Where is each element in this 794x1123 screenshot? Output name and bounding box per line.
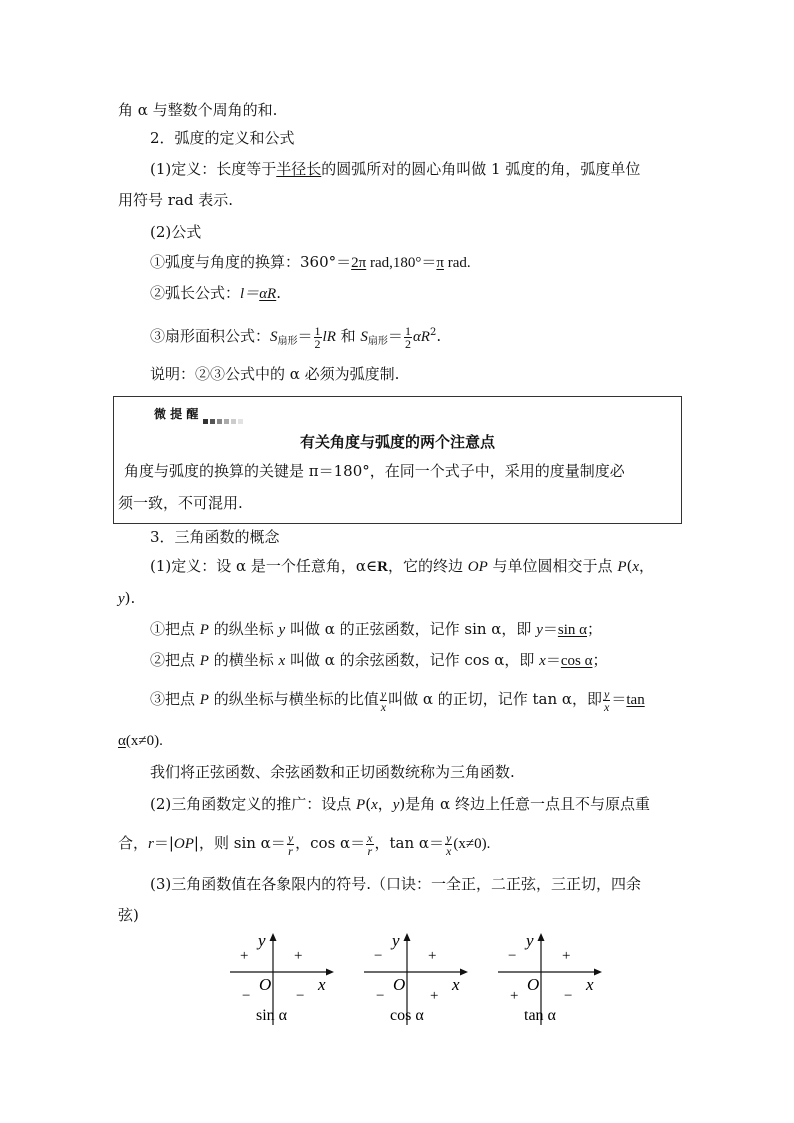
sin-sign-diagram bbox=[228, 930, 338, 1030]
sign-rule-line: (3)三角函数值在各象限内的符号.（口诀：一全正，二正弦，三正切，四余 bbox=[150, 875, 642, 893]
tip-body-1: 角度与弧度的换算的关键是 π＝180°，在同一个式子中，采用的度量制度必 bbox=[124, 462, 625, 480]
quadrant-4-sign: − bbox=[564, 988, 573, 1004]
generalization-formulas: 合，r＝|OP|，则 sin α＝ $\frac{y}{r}$ ，cos α＝ $\frac{x}{r}$ ，tan α＝ $\frac{y}{x}$ (x≠0). bbox=[118, 830, 491, 858]
tangent-definition-2: α(x≠0). bbox=[118, 733, 163, 749]
origin-label: O bbox=[393, 975, 406, 994]
formula-heading: (2)公式 bbox=[150, 223, 202, 241]
definition-line-2: 用符号 rad 表示. bbox=[118, 191, 234, 209]
section-3-title: 3．三角函数的概念 bbox=[150, 528, 280, 546]
tip-heading: 微 提 醒 bbox=[154, 407, 199, 421]
quadrant-1-sign: + bbox=[562, 948, 571, 964]
tip-dots-icon bbox=[203, 409, 245, 428]
quadrant-2-sign: + bbox=[240, 948, 249, 964]
tan-sign-diagram bbox=[496, 930, 606, 1030]
tangent-definition: ③把点 P 的纵坐标与横坐标的比值 $\frac{y}{x}$ 叫做 α 的正切，记作 tan α，即 $\frac{y}{x}$ ＝tan bbox=[150, 686, 645, 714]
tip-title: 有关角度与弧度的两个注意点 bbox=[299, 433, 495, 451]
arc-length-formula: ②弧长公式：l＝αR. bbox=[150, 284, 282, 302]
section-2-title: 2．弧度的定义和公式 bbox=[150, 129, 295, 147]
definition-line: (1)定义：长度等于半径长的圆弧所对的圆心角叫做 1 弧度的角，弧度单位 bbox=[150, 160, 641, 178]
function-label: cos α bbox=[390, 1007, 424, 1024]
tip-body-2: 须一致，不可混用. bbox=[118, 494, 243, 512]
summary-line: 我们将正弦函数、余弦函数和正切函数统称为三角函数. bbox=[150, 763, 515, 781]
y-axis-label: y bbox=[392, 931, 400, 950]
sector-area-formula: ③扇形面积公式：$S_{扇形}=$ $\frac{1}{2}$ lR 和 $S_{扇形}=$ $\frac{1}{2}$ $\alpha R^2$. bbox=[150, 323, 442, 351]
x-axis-label: x bbox=[586, 975, 594, 994]
generalization-line: (2)三角函数定义的推广：设点 P(x，y)是角 α 终边上任意一点且不与原点重 bbox=[150, 795, 650, 813]
trig-definition: (1)定义：设 α 是一个任意角，α∈R，它的终边 OP 与单位圆相交于点 P(x， bbox=[150, 557, 655, 575]
function-label: tan α bbox=[524, 1007, 556, 1024]
cosine-definition: ②把点 P 的横坐标 x 叫做 α 的余弦函数，记作 cos α，即 x＝cos α； bbox=[150, 651, 608, 669]
quadrant-4-sign: − bbox=[296, 988, 305, 1004]
quadrant-4-sign: + bbox=[430, 988, 439, 1004]
y-axis-label: y bbox=[258, 931, 266, 950]
quadrant-3-sign: − bbox=[242, 988, 251, 1004]
quadrant-3-sign: − bbox=[376, 988, 385, 1004]
text-line: 角 α 与整数个周角的和. bbox=[118, 101, 278, 119]
cos-sign-diagram bbox=[362, 930, 472, 1030]
tip-box bbox=[113, 396, 682, 524]
conversion-formula: ①弧度与角度的换算：360°＝2π rad,180°＝π rad. bbox=[150, 253, 471, 271]
sine-definition: ①把点 P 的纵坐标 y 叫做 α 的正弦函数，记作 sin α，即 y＝sin α； bbox=[150, 620, 603, 638]
quadrant-2-sign: − bbox=[508, 948, 517, 964]
y-axis-label: y bbox=[526, 931, 534, 950]
function-label: sin α bbox=[256, 1007, 288, 1024]
quadrant-3-sign: + bbox=[510, 988, 519, 1004]
sign-rule-line-2: 弦) bbox=[118, 906, 139, 924]
quadrant-1-sign: + bbox=[428, 948, 437, 964]
quadrant-1-sign: + bbox=[294, 948, 303, 964]
note-line: 说明：②③公式中的 α 必须为弧度制. bbox=[150, 365, 400, 383]
trig-definition-2: y). bbox=[118, 589, 136, 607]
quadrant-2-sign: − bbox=[374, 948, 383, 964]
origin-label: O bbox=[527, 975, 540, 994]
x-axis-label: x bbox=[452, 975, 460, 994]
origin-label: O bbox=[259, 975, 272, 994]
x-axis-label: x bbox=[318, 975, 326, 994]
